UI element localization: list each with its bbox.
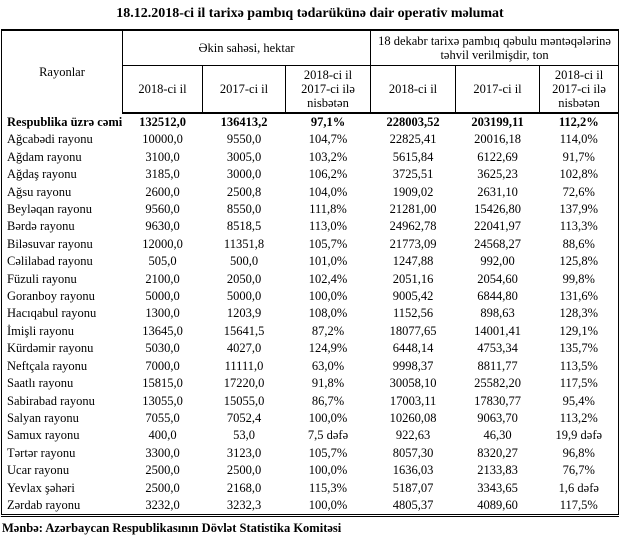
district-cell: Ağsu rayonu <box>2 184 123 201</box>
value-cell: 4753,34 <box>477 341 518 356</box>
value-cell: 3725,51 <box>392 167 434 182</box>
value-cell: 86,7% <box>311 393 345 408</box>
value-cell: 6448,14 <box>392 341 434 356</box>
value-cell: 500,0 <box>229 254 259 269</box>
value-cell: 30058,10 <box>389 376 437 391</box>
col-header-area-ratio: 2018-ci il 2017-ci ilə nisbətən <box>286 66 371 114</box>
district-cell: Beyləqan rayonu <box>2 201 123 218</box>
district-cell: Ağcabədi rayonu <box>2 131 123 148</box>
value-cell: 22825,41 <box>389 132 437 147</box>
value-cell: 131,6% <box>540 288 619 305</box>
value-cell: 99,8% <box>540 271 619 288</box>
value-cell: 2500,8 <box>226 184 262 199</box>
value-cell: 505,0 <box>148 254 177 269</box>
value-cell: 13055,0 <box>142 393 183 408</box>
value-cell: 96,8% <box>540 445 619 462</box>
value-cell: 5187,07 <box>392 480 434 495</box>
value-cell: 95,4% <box>540 393 619 410</box>
value-cell: 18077,65 <box>389 323 437 338</box>
table-row <box>2 323 619 340</box>
value-cell: 20016,18 <box>474 132 521 147</box>
table-row <box>2 218 619 235</box>
value-cell: 2051,16 <box>392 271 434 286</box>
col-header-delivery-ratio: 2018-ci il 2017-ci ilə nisbətən <box>540 66 619 114</box>
value-cell: 2050,0 <box>226 271 262 286</box>
value-cell: 14001,41 <box>474 323 521 338</box>
value-cell: 15426,80 <box>474 202 521 217</box>
value-cell: 100,0% <box>286 497 371 516</box>
value-cell: 8550,0 <box>226 202 262 217</box>
table-row <box>2 427 619 444</box>
district-cell: Biləsuvar rayonu <box>2 236 123 253</box>
value-cell: 19,9 dəfə <box>540 427 619 444</box>
data-table <box>1 29 619 517</box>
value-cell: 46,30 <box>483 428 512 443</box>
value-cell: 228003,52 <box>386 115 440 129</box>
value-cell: 15055,0 <box>223 393 265 408</box>
value-cell: 8057,30 <box>392 445 434 460</box>
value-cell: 102,8% <box>540 166 619 183</box>
value-cell: 5000,0 <box>145 289 180 304</box>
district-cell: Bərdə rayonu <box>2 218 123 235</box>
value-cell: 9630,0 <box>145 219 180 234</box>
value-cell: 10260,08 <box>389 410 437 425</box>
value-cell: 72,6% <box>540 184 619 201</box>
table-header <box>2 30 619 113</box>
value-cell: 91,8% <box>311 376 345 391</box>
value-cell: 53,0 <box>233 428 255 443</box>
value-cell: 97,1% <box>310 115 346 129</box>
value-cell: 24962,78 <box>389 219 437 234</box>
value-cell: 115,3% <box>308 480 348 495</box>
value-cell: 105,7% <box>308 445 348 460</box>
value-cell: 104,0% <box>308 184 348 199</box>
value-cell: 9550,0 <box>226 132 262 147</box>
district-cell: Ağdam rayonu <box>2 149 123 166</box>
table-row <box>2 445 619 462</box>
value-cell: 7052,4 <box>226 410 262 425</box>
value-cell: 7055,0 <box>145 410 180 425</box>
value-cell: 3100,0 <box>145 149 180 164</box>
table-row <box>2 288 619 305</box>
table-row <box>2 393 619 410</box>
total-row <box>2 113 619 131</box>
district-cell: Goranboy rayonu <box>2 288 123 305</box>
value-cell: 103,2% <box>308 149 348 164</box>
value-cell: 117,5% <box>540 497 619 516</box>
value-cell: 992,00 <box>480 254 515 269</box>
value-cell: 24568,27 <box>474 236 521 251</box>
value-cell: 8518,5 <box>226 219 262 234</box>
value-cell: 3343,65 <box>477 480 518 495</box>
col-header-delivery-2017: 2017-ci il <box>456 66 540 114</box>
group-header-delivered: 18 dekabr tarixə pambıq qəbulu məntəqələrinə təhvil verilmişdir, ton <box>371 30 619 66</box>
value-cell: 2500,0 <box>226 463 262 478</box>
table-row <box>2 375 619 392</box>
value-cell: 3123,0 <box>226 445 262 460</box>
value-cell: 1909,02 <box>392 184 434 199</box>
table-row <box>2 497 619 516</box>
table-row <box>2 480 619 497</box>
value-cell: 203199,11 <box>471 115 524 129</box>
value-cell: 2500,0 <box>145 480 180 495</box>
value-cell: 9005,42 <box>392 289 434 304</box>
table-row <box>2 358 619 375</box>
value-cell: 5615,84 <box>392 149 434 164</box>
value-cell: 11111,0 <box>224 358 264 373</box>
value-cell: 2133,83 <box>477 463 518 478</box>
value-cell: 3300,0 <box>145 445 180 460</box>
value-cell: 17003,11 <box>389 393 437 408</box>
value-cell: 3232,0 <box>123 497 203 516</box>
district-cell: Tərtər rayonu <box>2 445 123 462</box>
value-cell: 1636,03 <box>392 463 434 478</box>
table-row <box>2 305 619 322</box>
value-cell: 1,6 dəfə <box>540 480 619 497</box>
value-cell: 101,0% <box>308 254 348 269</box>
col-header-area-2018: 2018-ci il <box>123 66 203 114</box>
district-cell: Salyan rayonu <box>2 410 123 427</box>
value-cell: 125,8% <box>540 253 619 270</box>
value-cell: 2600,0 <box>145 184 180 199</box>
district-cell: İmişli rayonu <box>2 323 123 340</box>
value-cell: 2054,60 <box>477 271 518 286</box>
value-cell: 22041,97 <box>474 219 521 234</box>
value-cell: 7,5 dəfə <box>307 428 349 443</box>
district-cell: Cəlilabad rayonu <box>2 253 123 270</box>
col-header-delivery-2018: 2018-ci il <box>371 66 456 114</box>
group-header-sown-area: Əkin sahəsi, hektar <box>123 30 371 66</box>
value-cell: 137,9% <box>540 201 619 218</box>
value-cell: 15815,0 <box>142 376 183 391</box>
value-cell: 9560,0 <box>145 202 180 217</box>
district-cell: Füzuli rayonu <box>2 271 123 288</box>
col-header-area-2017: 2017-ci il <box>203 66 286 114</box>
value-cell: 3232,3 <box>203 497 286 516</box>
value-cell: 5030,0 <box>145 341 180 356</box>
district-cell: Saatlı rayonu <box>2 375 123 392</box>
table-row <box>2 149 619 166</box>
value-cell: 21281,00 <box>389 202 437 217</box>
district-cell: Neftçala rayonu <box>2 358 123 375</box>
value-cell: 76,7% <box>540 462 619 479</box>
value-cell: 114,0% <box>540 131 619 148</box>
value-cell: 100,0% <box>308 289 348 304</box>
value-cell: 132512,0 <box>139 115 186 129</box>
value-cell: 2100,0 <box>145 271 180 286</box>
value-cell: 922,63 <box>395 428 431 443</box>
table-row <box>2 184 619 201</box>
value-cell: 3005,0 <box>226 149 262 164</box>
value-cell: 2631,10 <box>477 184 518 199</box>
district-cell: Yevlax şəhəri <box>2 480 123 497</box>
value-cell: 9063,70 <box>477 410 518 425</box>
group-header-row <box>2 30 619 66</box>
value-cell: 124,9% <box>308 341 348 356</box>
value-cell: 7000,0 <box>145 358 180 373</box>
value-cell: 4805,37 <box>371 497 456 516</box>
table-row <box>2 131 619 148</box>
value-cell: 105,7% <box>308 236 348 251</box>
value-cell: 8320,27 <box>477 445 518 460</box>
value-cell: 88,6% <box>540 236 619 253</box>
value-cell: 113,5% <box>540 358 619 375</box>
value-cell: 15641,5 <box>223 323 265 338</box>
value-cell: 5000,0 <box>226 289 262 304</box>
value-cell: 91,7% <box>540 149 619 166</box>
value-cell: 108,0% <box>308 306 348 321</box>
value-cell: 106,2% <box>308 167 348 182</box>
value-cell: 11351,8 <box>223 236 265 251</box>
value-cell: 3185,0 <box>145 167 180 182</box>
value-cell: 25582,20 <box>474 376 521 391</box>
table-row <box>2 410 619 427</box>
value-cell: 2500,0 <box>145 463 180 478</box>
table-row <box>2 253 619 270</box>
value-cell: 1247,88 <box>392 254 434 269</box>
value-cell: 12000,0 <box>142 236 183 251</box>
value-cell: 13645,0 <box>142 323 183 338</box>
col-header-rayonlar: Rayonlar <box>2 30 123 113</box>
value-cell: 898,63 <box>480 306 515 321</box>
table-row <box>2 462 619 479</box>
district-cell: Samux rayonu <box>2 427 123 444</box>
district-cell: Ucar rayonu <box>2 462 123 479</box>
value-cell: 2168,0 <box>226 480 262 495</box>
value-cell: 135,7% <box>540 340 619 357</box>
value-cell: 87,2% <box>311 323 345 338</box>
value-cell: 21773,09 <box>389 236 437 251</box>
value-cell: 112,2% <box>540 113 619 131</box>
value-cell: 3625,23 <box>477 167 518 182</box>
table-row <box>2 340 619 357</box>
district-cell: Respublika üzrə cəmi <box>2 113 123 131</box>
value-cell: 111,8% <box>309 202 347 217</box>
value-cell: 113,2% <box>540 410 619 427</box>
value-cell: 100,0% <box>308 463 348 478</box>
table-row <box>2 166 619 183</box>
value-cell: 10000,0 <box>142 132 183 147</box>
district-cell: Hacıqabul rayonu <box>2 305 123 322</box>
table-row <box>2 236 619 253</box>
district-cell: Ağdaş rayonu <box>2 166 123 183</box>
value-cell: 6122,69 <box>477 149 518 164</box>
value-cell: 117,5% <box>540 375 619 392</box>
district-cell: Zərdab rayonu <box>2 497 123 516</box>
value-cell: 136413,2 <box>220 115 268 129</box>
district-cell: Kürdəmir rayonu <box>2 340 123 357</box>
value-cell: 113,3% <box>540 218 619 235</box>
value-cell: 1203,9 <box>226 306 262 321</box>
table-row <box>2 271 619 288</box>
value-cell: 1300,0 <box>145 306 180 321</box>
value-cell: 113,0% <box>308 219 348 234</box>
page-title: 18.12.2018-ci il tarixə pambıq tədarükünə dair operativ məlumat <box>116 6 504 21</box>
value-cell: 104,7% <box>308 132 348 147</box>
value-cell: 4027,0 <box>226 341 262 356</box>
value-cell: 4089,60 <box>456 497 540 516</box>
value-cell: 17830,77 <box>474 393 521 408</box>
value-cell: 3000,0 <box>226 167 262 182</box>
value-cell: 1152,56 <box>392 306 434 321</box>
table-body <box>2 113 619 516</box>
district-cell: Sabirabad rayonu <box>2 393 123 410</box>
value-cell: 129,1% <box>540 323 619 340</box>
table-row <box>2 201 619 218</box>
value-cell: 102,4% <box>308 271 348 286</box>
value-cell: 8811,77 <box>477 358 518 373</box>
value-cell: 128,3% <box>540 305 619 322</box>
source-note: Mənbə: Azərbaycan Respublikasının Dövlət Statistika Komitəsi <box>2 521 342 536</box>
value-cell: 400,0 <box>148 428 177 443</box>
value-cell: 100,0% <box>308 410 348 425</box>
value-cell: 17220,0 <box>223 376 265 391</box>
value-cell: 6844,80 <box>477 289 518 304</box>
value-cell: 63,0% <box>311 358 345 373</box>
value-cell: 9998,37 <box>392 358 434 373</box>
